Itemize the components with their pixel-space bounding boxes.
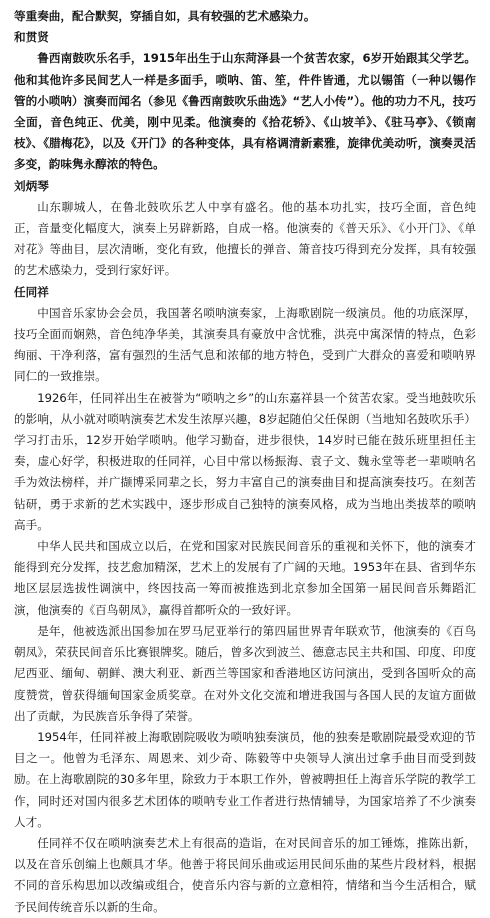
musician-name-liu-bingqin: 刘炳琴 — [14, 178, 49, 193]
paragraph-ren-creation: 任同祥不仅在唢呐演奏艺术上有很高的造诣，在对民间音乐的加工锤炼，推陈出新，以及在音乐创编上也颇具才华。他善于将民间乐曲或运用民间乐曲的某些片段材料，根据不同的音乐构思加以改编或组合，使音乐内容与新的立意相符，情绪和当今生活相合，赋予民间传统音乐以新的生命。 — [14, 835, 476, 914]
paragraph-liu-bingqin: 山东聊城人，在鲁北鼓吹乐艺人中享有盛名。他的基本功扎实，技巧全面，音色纯正，音量变化幅度大，演奏上另辟新路，自成一格。他演奏的《普天乐》、《小开门》、《单对花》等曲目，层次清晰，变化有致，他擅长的弹音、箫音技巧得到充分发挥，具有较强的艺术感染力，受到行家好评。 — [14, 199, 476, 278]
paragraph-he-guanxian: 鲁西南鼓吹乐名手，1915年出生于山东菏泽县一个贫苦农家，6岁开始跟其父学艺。他和其他许多民间艺人一样是多面手，唢呐、笛、笙，件件皆通，尤以锡笛（一种以锡作管的小唢呐）演奏而闻名（参见《鲁西南鼓吹乐曲选》“艺人小传”）。他的功力不凡，技巧全面，音色纯正、优美，刚中见柔。他演奏的《拾花轿》、《山坡羊》、《驻马亭》、《锁南枝》、《腊梅花》，以及《开门》的各种变体，具有格调清新素雅，旋律优美动听，演奏灵活多变，韵味隽永醇浓的特色。 — [14, 51, 476, 172]
musician-name-he-guanxian: 和贯贤 — [14, 30, 49, 45]
paragraph-ren-intro: 中国音乐家协会会员，我国著名唢呐演奏家，上海歌剧院一级演员。他的功底深厚，技巧全面而娴熟，音色纯净华美，其演奏具有豪放中含忧雅，洪亮中寓深情的特点，色彩绚丽、干净利落，富有强烈的生活气息和浓郁的地方特色，受到广大群众的喜爱和唢呐界同仁的一致推崇。 — [14, 305, 476, 384]
paragraph-ren-1926: 1926年，任同祥出生在被誉为“唢呐之乡”的山东嘉祥县一个贫苦农家。受当地鼓吹乐的影响，从小就对唢呐演奏艺术发生浓厚兴趣，8岁起随伯父任保朗（当地知名鼓吹乐手）学习打击乐，12岁开始学唢呐。他学习勤奋，进步很快，14岁时已能在鼓乐班里担任主奏，虚心好学，积极进取的任同祥，心目中常以杨振海、袁子文、魏永堂等老一辈唢呐名手为效法榜样，并广撷博采同辈之长，努力丰富自己的演奏曲目和提高演奏技巧。在刻苦钻研，勇于求新的艺术实践中，逐步形成自己独特的演奏风格，成为当地出类拔萃的唢呐高手。 — [14, 390, 476, 532]
paragraph-ren-1954: 1954年，任同祥被上海歌剧院吸收为唢呐独奏演员，他的独奏是歌剧院最受欢迎的节目之一。他曾为毛泽东、周恩来、刘少奇、陈毅等中央领导人演出过拿手曲目而受到鼓励。在上海歌剧院的30多年里，除致力于本职工作外，曾被聘担任上海音乐学院的教学工作，同时还对国内很多艺术团体的唢呐专业工作者进行热情辅导，为国家培养了不少演奏人才。 — [14, 729, 476, 829]
musician-name-ren-tongxiang: 任同祥 — [14, 284, 49, 299]
paragraph-ren-after-1949: 中华人民共和国成立以后，在党和国家对民族民间音乐的重视和关怀下，他的演奏才能得到充分发挥，技艺愈加精深，艺术上的发展有了广阔的天地。1953年在县、省到华东地区层层选拔性调演中，终因技高一筹而被推选到北京参加全国第一届民间音乐舞蹈汇演，他演奏的《百鸟朝凤》，赢得首都听众的一致好评。 — [14, 539, 476, 617]
opening-paragraph: 等重奏曲，配合默契，穿插自如，具有较强的艺术感染力。 — [14, 9, 316, 23]
paragraph-ren-festival: 是年，他被选派出国参加在罗马尼亚举行的第四届世界青年联欢节，他演奏的《百鸟朝凤》，荣获民间音乐比赛银牌奖。随后，曾多次到波兰、德意志民主共和国、印度、印度尼西亚、缅甸、朝鲜、澳大利亚、新西兰等国家和香港地区访问演出，受到各国听众的高度赞赏，曾获得缅甸国家金质奖章。在对外文化交流和增进我国与各国人民的友谊方面做出了贡献，为民族音乐争得了荣誉。 — [14, 623, 476, 723]
